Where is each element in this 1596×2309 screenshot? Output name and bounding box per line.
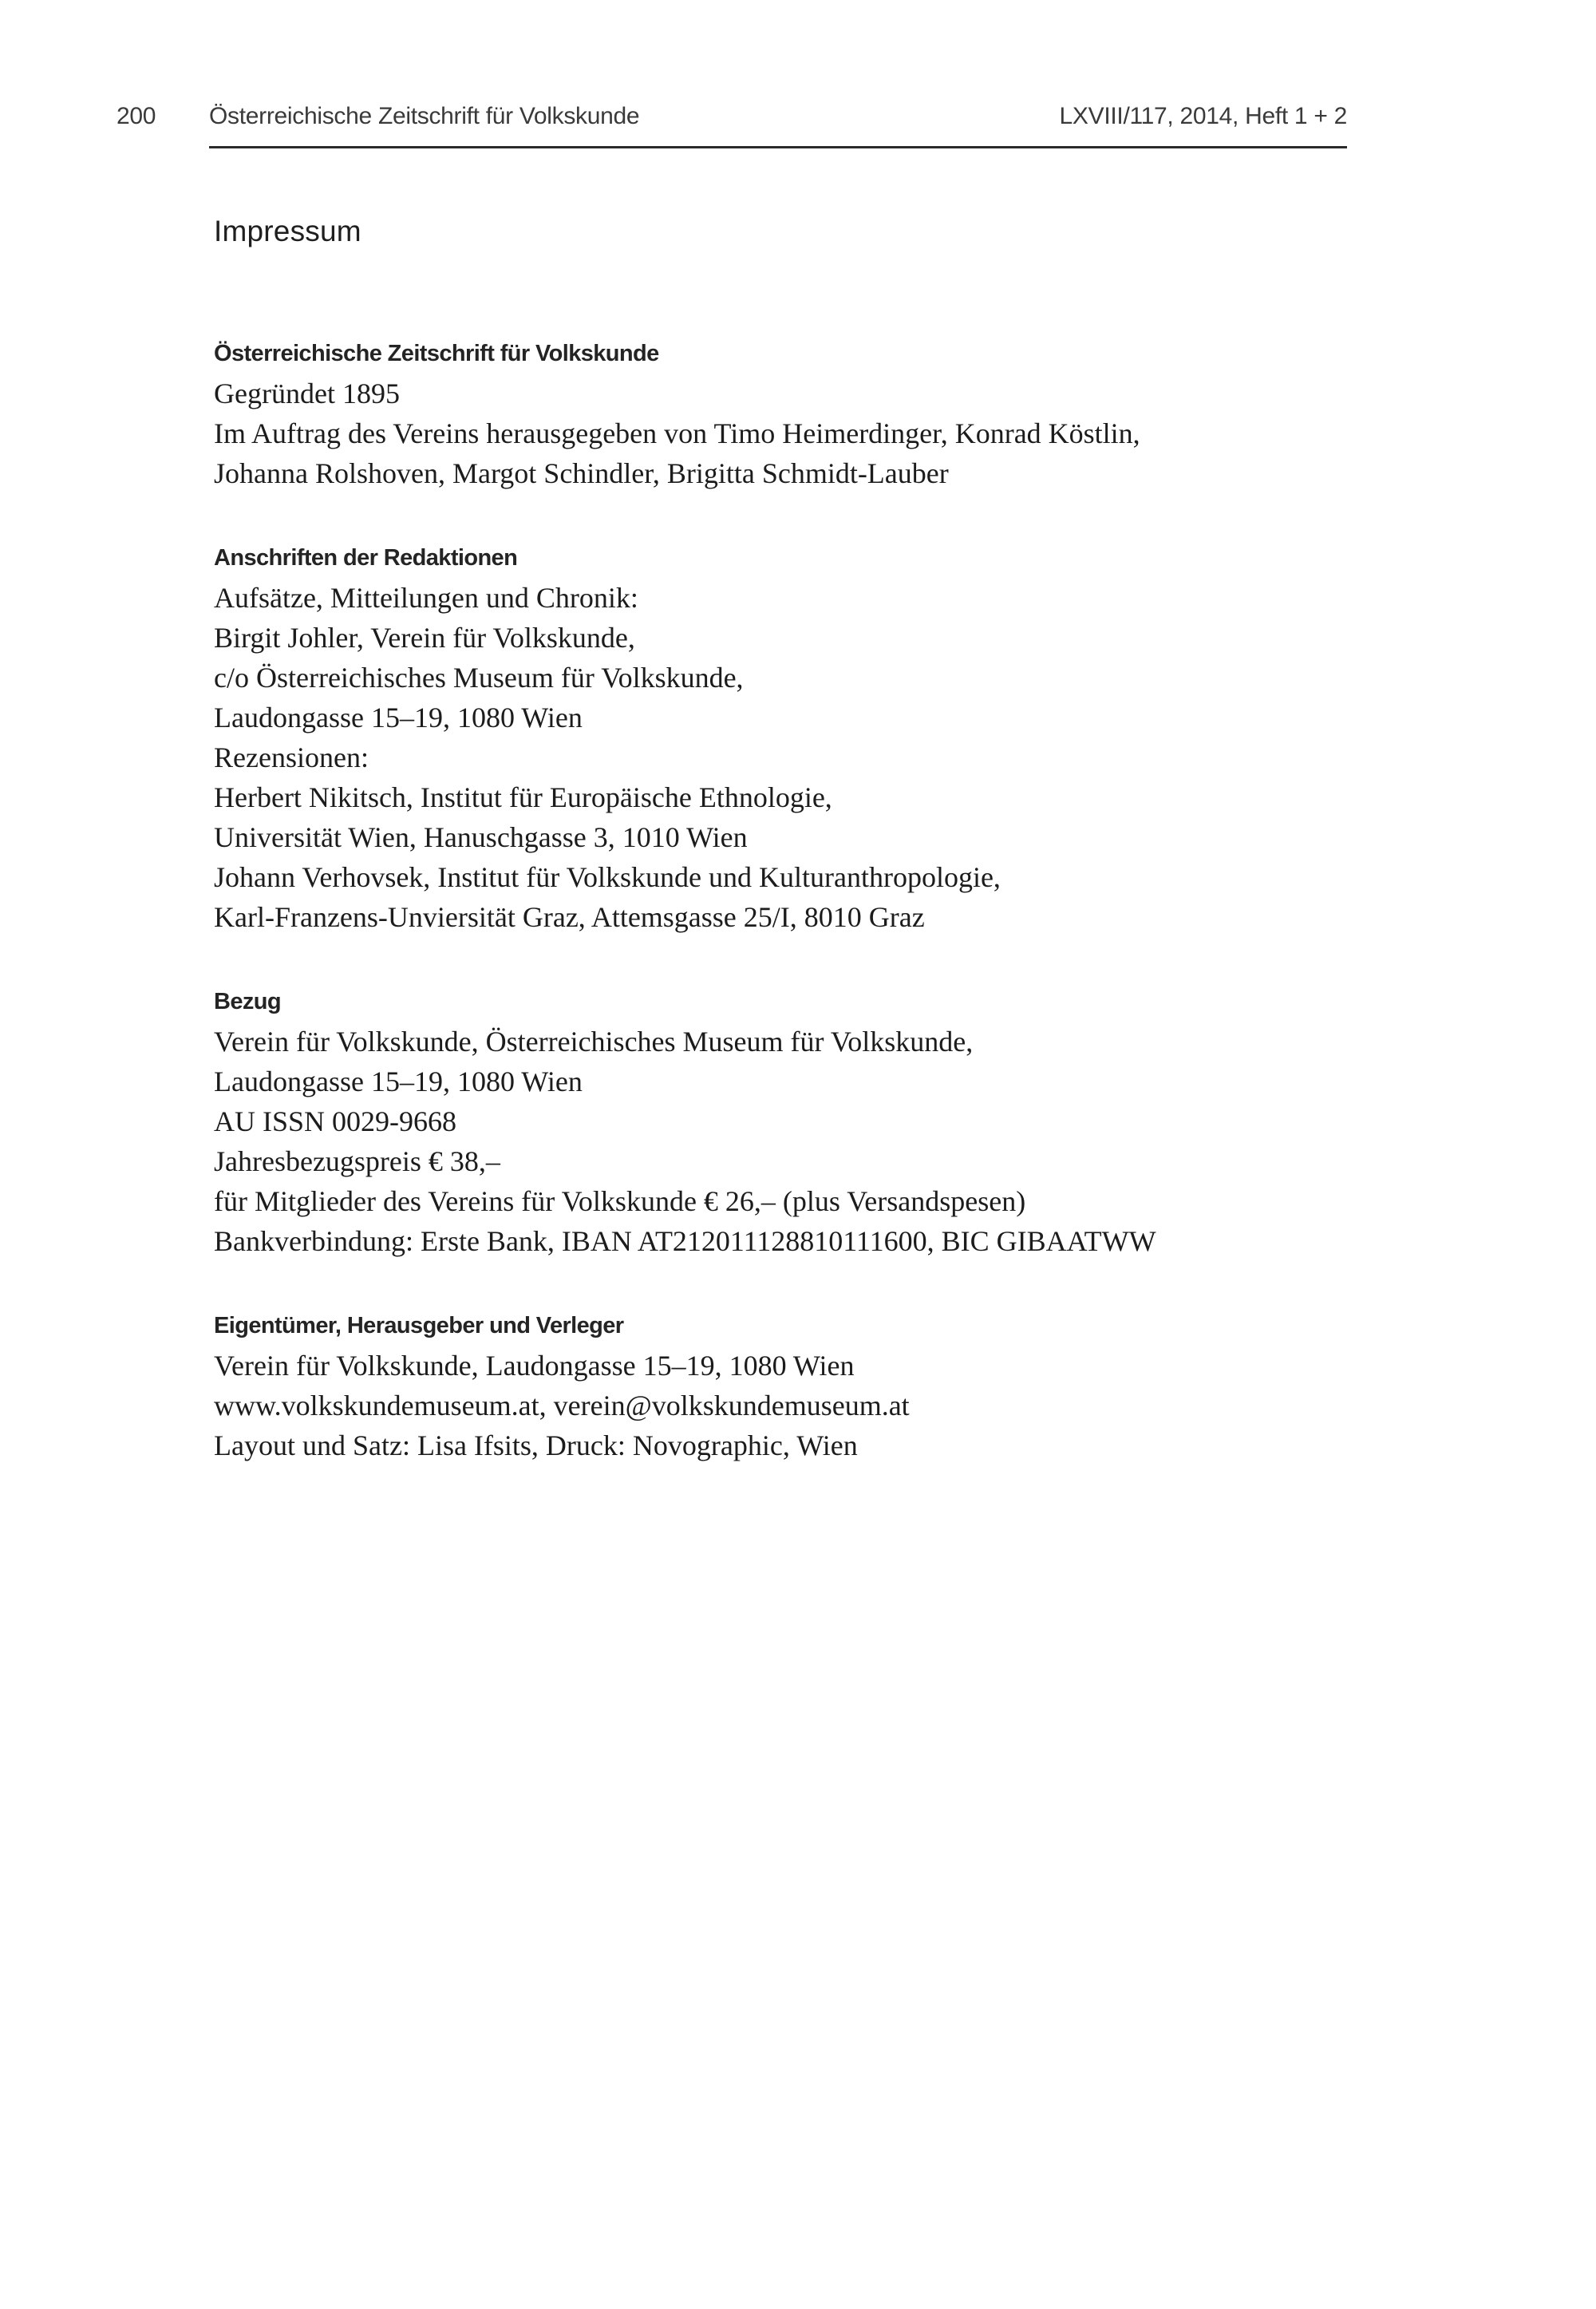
- text-line: Birgit Johler, Verein für Volkskunde,: [214, 622, 635, 654]
- section-heading: Eigentümer, Herausgeber und Verleger: [214, 1313, 624, 1338]
- section-editorial-addresses: [214, 538, 1395, 937]
- text-line: Johann Verhovsek, Institut für Volkskunde und Kulturanthropologie,: [214, 861, 1001, 893]
- text-line: Bankverbindung: Erste Bank, IBAN AT212011128810111600, BIC GIBAATWW: [214, 1225, 1156, 1257]
- text-line: Im Auftrag des Vereins herausgegeben von Timo Heimerdinger, Konrad Köstlin,: [214, 417, 1140, 449]
- text-line: AU ISSN 0029-9668: [214, 1105, 457, 1137]
- text-line: Rezensionen:: [214, 741, 369, 773]
- section-heading: Anschriften der Redaktionen: [214, 545, 518, 571]
- page-number: 200: [117, 103, 156, 129]
- text-line: Universität Wien, Hanuschgasse 3, 1010 Wien: [214, 821, 748, 853]
- text-line: Johanna Rolshoven, Margot Schindler, Brigitta Schmidt-Lauber: [214, 457, 949, 489]
- section-subscription: [214, 982, 1395, 1261]
- text-line: Laudongasse 15–19, 1080 Wien: [214, 1066, 583, 1097]
- page-title: Impressum: [214, 215, 361, 247]
- imprint-content: [214, 334, 1395, 1465]
- text-line: Laudongasse 15–19, 1080 Wien: [214, 702, 583, 733]
- running-header: [117, 102, 1347, 131]
- text-line: www.volkskundemuseum.at, verein@volkskundemuseum.at: [214, 1390, 910, 1421]
- text-line: Herbert Nikitsch, Institut für Europäische Ethnologie,: [214, 781, 832, 813]
- issue-info: LXVIII/117, 2014, Heft 1 + 2: [1059, 103, 1347, 129]
- journal-name: Österreichische Zeitschrift für Volkskunde: [209, 103, 640, 129]
- section-heading: Österreichische Zeitschrift für Volkskunde: [214, 341, 659, 366]
- text-line: Verein für Volkskunde, Laudongasse 15–19, 1080 Wien: [214, 1350, 855, 1382]
- text-line: für Mitglieder des Vereins für Volkskunde € 26,– (plus Versandspesen): [214, 1185, 1026, 1217]
- header-rule: [209, 146, 1347, 148]
- section-journal-info: [214, 334, 1395, 493]
- text-line: Layout und Satz: Lisa Ifsits, Druck: Novographic, Wien: [214, 1429, 858, 1461]
- text-line: Verein für Volkskunde, Österreichisches Museum für Volkskunde,: [214, 1026, 974, 1058]
- section-heading: Bezug: [214, 989, 282, 1014]
- text-line: Karl-Franzens-Unviersität Graz, Attemsgasse 25/I, 8010 Graz: [214, 901, 925, 933]
- text-line: Gegründet 1895: [214, 378, 400, 409]
- text-line: Aufsätze, Mitteilungen und Chronik:: [214, 582, 638, 614]
- text-line: c/o Österreichisches Museum für Volkskunde,: [214, 662, 744, 694]
- section-owner-publisher: [214, 1306, 1395, 1465]
- text-line: Jahresbezugspreis € 38,–: [214, 1145, 500, 1177]
